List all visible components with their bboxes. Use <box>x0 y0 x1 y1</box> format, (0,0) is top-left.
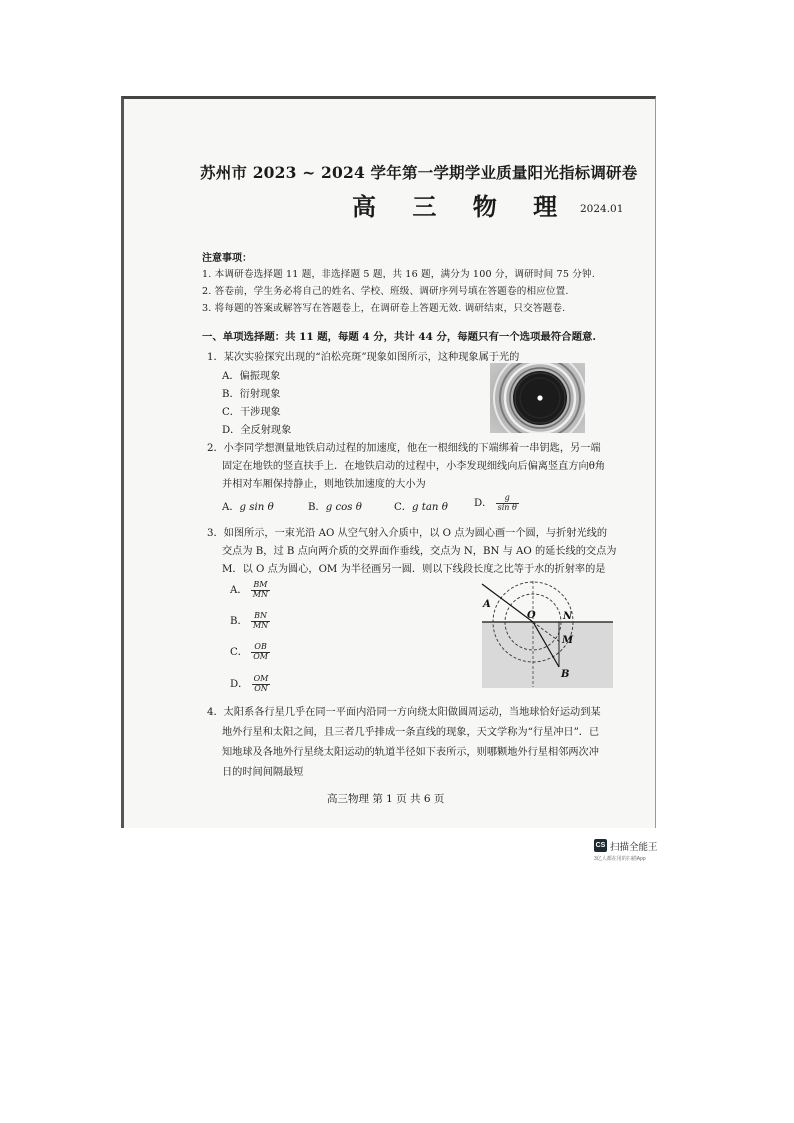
q2-option-a: A．g sin θ <box>222 502 274 513</box>
q2-option-c: C．g tan θ <box>394 502 448 513</box>
fraction: $\frac{OM}{ON}$ <box>253 674 269 693</box>
q1-option-c: C．干涉现象 <box>222 407 281 418</box>
note-item: 3. 将每题的答案或解答写在答题卷上，在调研卷上答题无效. 调研结束，只交答题卷. <box>202 303 566 314</box>
q3-option-b: B． $\frac{BN}{MN}$ <box>230 611 269 630</box>
label-m: M <box>562 635 574 646</box>
q3-option-a: A． $\frac{BM}{MN}$ <box>230 580 268 599</box>
label-n: N <box>563 611 573 622</box>
refraction-diagram <box>480 579 615 689</box>
q3-line: 3．如图所示，一束光沿 AO 从空气射入介质中，以 O 点为圆心画一个圆，与折射光线的 <box>207 528 608 539</box>
exam-date: 2024.01 <box>580 203 624 215</box>
q3-option-d: D． $\frac{OM}{ON}$ <box>230 674 269 693</box>
notes-heading: 注意事项： <box>202 253 252 264</box>
q1-option-a: A．偏振现象 <box>222 371 281 382</box>
q4-line: 日的时间间隔最短 <box>222 767 304 778</box>
camscanner-logo-icon: CS <box>594 839 607 852</box>
q1-option-b: B．衍射现象 <box>222 389 281 400</box>
label-b: B <box>561 669 570 680</box>
q4-line: 知地球及各地外行星绕太阳运动的轨道半径如下表所示，则哪颗地外行星相邻两次冲 <box>222 747 599 758</box>
q4-line: 4．太阳系各行星几乎在同一平面内沿同一方向绕太阳做圆周运动，当地球恰好运动到某 <box>207 707 601 718</box>
q3-option-c: C． $\frac{OB}{OM}$ <box>230 642 268 661</box>
subject-title: 高 三 物 理 <box>352 192 572 221</box>
q3-line: 交点为 B，过 B 点向两介质的交界面作垂线，交点为 N，BN 与 AO 的延长线的交点为 <box>222 546 617 557</box>
exam-page <box>121 96 656 828</box>
camscanner-name: 扫描全能王 <box>610 842 658 853</box>
q3-line: M．以 O 点为圆心，OM 为半径画另一圆．则以下线段长度之比等于水的折射率的是 <box>222 564 606 575</box>
fraction: $\frac{OB}{OM}$ <box>253 642 268 661</box>
exam-title: 苏州市 2023 ~ 2024 学年第一学期学业质量阳光指标调研卷 <box>200 163 638 182</box>
page-footer: 高三物理 第 1 页 共 6 页 <box>327 793 445 805</box>
fraction: $\frac{BM}{MN}$ <box>252 580 268 599</box>
note-item: 2. 答卷前，学生务必将自己的姓名、学校、班级、调研序列号填在答题卷的相应位置. <box>202 286 569 297</box>
q1-option-d: D．全反射现象 <box>222 425 292 436</box>
fraction: $\frac{BN}{MN}$ <box>252 611 269 630</box>
q2-line: 并相对车厢保持静止，则地铁加速度的大小为 <box>222 479 426 490</box>
camscanner-tagline: 3亿人都在用的扫描App <box>594 856 646 862</box>
note-item: 1. 本调研卷选择题 11 题，非选择题 5 题，共 16 题，满分为 100 分，调研时间 75 分钟. <box>202 269 595 280</box>
poisson-spot-image <box>490 363 585 433</box>
medium-region <box>482 622 613 688</box>
q2-line: 固定在地铁的竖直扶手上．在地铁启动的过程中，小李发现细线向后偏离竖直方向θ角 <box>222 461 606 472</box>
q2-option-d: D． $\frac{g}{\text{sin θ}}$ <box>474 493 517 512</box>
q2-option-b: B．g cos θ <box>308 502 362 513</box>
fraction: $\frac{g}{\text{sin θ}}$ <box>497 493 517 512</box>
section-heading: 一、单项选择题：共 11 题，每题 4 分，共计 44 分，每题只有一个选项最符合题意. <box>202 331 596 343</box>
q1-stem: 1．某次实验探究出现的“泊松亮斑”现象如图所示，这种现象属于光的 <box>207 352 520 363</box>
label-o: O <box>527 610 536 621</box>
label-a: A <box>483 599 491 610</box>
q2-line: 2．小李同学想测量地铁启动过程的加速度，他在一根细线的下端绑着一串钥匙，另一端 <box>207 443 601 454</box>
q4-line: 地外行星和太阳之间，且三者几乎排成一条直线的现象，天文学称为“行星冲日”．已 <box>222 727 600 738</box>
